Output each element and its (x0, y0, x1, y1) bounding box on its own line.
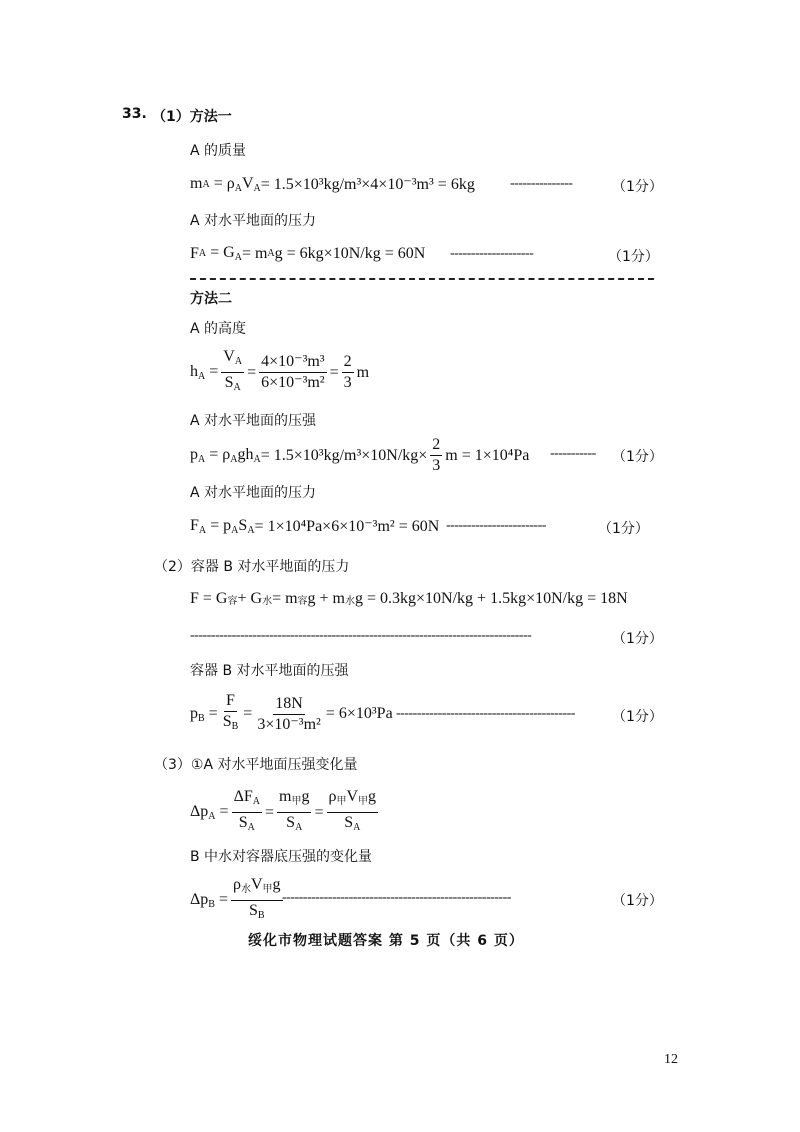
pressure-b-equation: $p_B$ = $\frac{F}{S_B}$ = $\frac{18N}{\text{3×10⁻³m²}}$ = 6×10³Pa (190, 692, 393, 736)
height-frac-1: $\frac{V_A}{S_A}$ (223, 348, 243, 393)
method2-heading: 方法二 (190, 291, 232, 307)
pressure-end: m = 1×10⁴Pa (445, 446, 530, 464)
force1-mid: = m (241, 244, 268, 262)
force2-dash: ------------------------ (446, 518, 546, 533)
force1-equation: F A = $G_A$ = m A g = 6kg×10N/kg = 60N (190, 244, 426, 263)
eq-rho-v: = $\rho_AV_A$ (209, 174, 261, 194)
part1-heading: （1）方法一 (152, 109, 232, 125)
pressure-dash: ----------- (550, 446, 596, 461)
mass-eq-rest: = 1.5×10³kg/m³×4×10⁻³m³ = 6kg (260, 176, 475, 193)
height-equation: $h_A$ = $\frac{V_A}{S_A}$ = $\frac{\text{4×10⁻³m³}}{\text{6×10⁻³m²}}$ = $\frac{2}{3}$ m (190, 348, 369, 397)
method-divider (190, 278, 654, 280)
dpa-frac-1: $\frac{\Delta F_A}{S_A}$ (233, 788, 260, 833)
dpa-frac-2: $\frac{m_甲g}{S_A}$ (279, 788, 310, 833)
force1-dash: -------------------- (450, 246, 534, 261)
delta-pb-label: B 中水对容器底压强的变化量 (190, 849, 373, 865)
force-b-score: （1分） (612, 631, 663, 647)
part2-heading: （2）容器 B 对水平地面的压力 (154, 559, 350, 575)
m-symbol: m (190, 175, 203, 192)
pressure-score: （1分） (612, 449, 663, 465)
f-symbol: F (190, 244, 199, 262)
pressure-label: A 对水平地面的压强 (190, 413, 317, 429)
pressure-frac: $\frac{2}{3}$ (432, 436, 441, 474)
pressure-equation: $p_A = \rho_Agh_A$ = 1.5×10³kg/m³×10N/kg× $\frac{2}{3}$ m = 1×10⁴Pa (190, 436, 530, 474)
part3-heading: （3）①A 对水平地面压强变化量 (154, 757, 358, 773)
delta-pb-dash: ------------------------------------------------------- (282, 890, 511, 905)
delta-pb-score: （1分） (612, 893, 663, 909)
pb-frac-2: $\frac{18N}{\text{3×10⁻³m²}}$ (257, 694, 321, 733)
footer-text: 绥化市物理试题答案 第 5 页（共 6 页） (248, 933, 524, 949)
mass-dash: --------------- (510, 176, 573, 191)
question-number: 33. (122, 106, 147, 122)
force2-equation: $F_A = p_AS_A$ = 1×10⁴Pa×6×10⁻³m² = 60N (190, 516, 440, 536)
delta-pa-equation: $\Delta p_A$ = $\frac{\Delta F_A}{S_A}$ = $\frac{m_甲g}{S_A}$ = $\frac{\rho_甲V_甲g}{S_A}$ (190, 788, 381, 837)
mass-score: （1分） (612, 179, 663, 195)
sub-a: A (202, 178, 210, 190)
force2-score: （1分） (598, 521, 649, 537)
force-b-dash: ---------------------------------------------------------------------------------- (190, 628, 532, 643)
mass-label: A 的质量 (190, 143, 247, 159)
height-frac-2: $\frac{\text{4×10⁻³m³}}{\text{6×10⁻³m²}}$ (261, 353, 325, 391)
mass-equation (190, 174, 475, 194)
page-number: 12 (664, 1052, 678, 1067)
pressure-b-label: 容器 B 对水平地面的压强 (190, 663, 349, 679)
pressure-b-score: （1分） (612, 709, 663, 725)
force1-score: （1分） (608, 249, 659, 265)
height-unit: m (356, 363, 370, 381)
force1-label: A 对水平地面的压力 (190, 213, 317, 229)
height-frac-3: $\frac{2}{3}$ (343, 353, 352, 391)
pressure-b-dash: ------------------------------------------- (396, 706, 575, 721)
delta-pb-equation: $\Delta p_B$ = $\frac{\rho_水V_甲g}{S_B}$ (190, 876, 286, 925)
pressure-mid: = 1.5×10³kg/m³×10N/kg× (260, 446, 428, 464)
dpa-frac-3: $\frac{\rho_甲V_甲g}{S_A}$ (328, 788, 377, 833)
height-label: A 的高度 (190, 321, 247, 337)
force2-rest: = 1×10⁴Pa×6×10⁻³m² = 60N (254, 518, 440, 535)
pb-frac-1: $\frac{F}{S_B}$ (222, 692, 239, 732)
force-b-equation: F = G 容 + G 水 = m 容 g + m 水 g = 0.3kg×10N/kg + 1.5kg×10N/kg = 18N (190, 590, 628, 607)
dpb-frac: $\frac{\rho_水V_甲g}{S_B}$ (233, 876, 281, 921)
force2-label: A 对水平地面的压力 (190, 485, 317, 501)
force1-tail: g = 6kg×10N/kg = 60N (274, 244, 426, 262)
